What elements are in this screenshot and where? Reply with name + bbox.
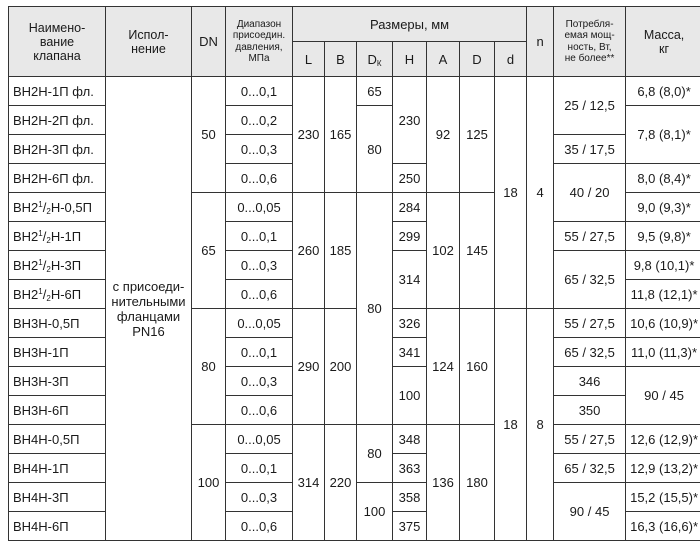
header-A: A xyxy=(427,42,460,77)
header-sizes: Размеры, мм xyxy=(293,7,527,42)
row-name: ВН4Н-1П xyxy=(9,454,106,483)
name-slash: / xyxy=(42,286,47,302)
mass-cell: 12,6 (12,9)* xyxy=(626,425,700,454)
header-name-text: Наимено- вание клапана xyxy=(28,20,86,63)
header-B: B xyxy=(325,42,357,77)
H-cell: 346 xyxy=(554,367,626,396)
H-cell: 358 xyxy=(393,483,427,512)
name-slash: / xyxy=(42,228,47,244)
name-pre: ВН2 xyxy=(13,228,39,244)
header-d: d xyxy=(495,42,527,77)
name-sup: 1 xyxy=(38,257,43,267)
row-name: ВН2Н-1П фл. xyxy=(9,77,106,106)
row-name xyxy=(9,251,106,280)
mass-cell: 16,3 (16,6)* xyxy=(626,512,700,541)
header-mass-text: Масса, кг xyxy=(643,27,685,56)
pressure-cell: 0...0,1 xyxy=(226,454,293,483)
name-slash: / xyxy=(42,199,47,215)
table-body xyxy=(9,77,700,541)
L-cell: 290 xyxy=(293,309,325,425)
D-cell: 180 xyxy=(460,425,495,541)
name-sup: 1 xyxy=(38,286,43,296)
H-cell: 230 xyxy=(393,77,427,164)
power-cell: 55 / 27,5 xyxy=(554,309,626,338)
name-sup: 1 xyxy=(38,199,43,209)
H-cell: 363 xyxy=(393,454,427,483)
header-pressure xyxy=(226,7,293,77)
mass-cell: 6,8 (8,0)* xyxy=(626,77,700,106)
header-power xyxy=(554,7,626,77)
dn-cell: 100 xyxy=(192,425,226,541)
dn-cell: 50 xyxy=(192,77,226,193)
mass-cell: 11,0 (11,3)* xyxy=(626,338,700,367)
name-sub: 2 xyxy=(46,293,51,303)
pressure-cell: 0...0,6 xyxy=(226,512,293,541)
header-D: D xyxy=(460,42,495,77)
pressure-cell: 0...0,05 xyxy=(226,309,293,338)
header-pressure-text: Диапазон присоедин. давления, МПа xyxy=(232,18,286,64)
D-cell: 125 xyxy=(460,77,495,193)
B-cell: 185 xyxy=(325,193,357,309)
L-cell: 314 xyxy=(293,425,325,541)
Dk-cell: 80 xyxy=(357,425,393,483)
B-cell: 200 xyxy=(325,309,357,425)
dn-cell: 65 xyxy=(192,193,226,309)
name-pre: ВН2 xyxy=(13,257,39,273)
mass-cell: 11,8 (12,1)* xyxy=(626,280,700,309)
power-cell: 65 / 32,5 xyxy=(554,251,626,309)
pressure-cell: 0...0,3 xyxy=(226,483,293,512)
pressure-cell: 0...0,6 xyxy=(226,396,293,425)
header-power-text: Потребля- емая мощ- ность, Вт, не более** xyxy=(564,18,615,64)
header-Dk-main: D xyxy=(367,51,377,67)
header-name xyxy=(9,7,106,77)
name-post: Н-1П xyxy=(50,228,82,244)
name-sub: 2 xyxy=(46,206,51,216)
mass-cell: 15,2 (15,5)* xyxy=(626,483,700,512)
power-cell: 65 / 32,5 xyxy=(554,338,626,367)
D-cell: 160 xyxy=(460,309,495,425)
table-row xyxy=(9,77,700,106)
H-cell: 350 xyxy=(554,396,626,425)
valve-spec-table-container xyxy=(8,6,699,541)
A-cell: 102 xyxy=(427,193,460,309)
H-cell: 341 xyxy=(393,338,427,367)
row-name: ВН3Н-1П xyxy=(9,338,106,367)
row-name xyxy=(9,222,106,251)
H-cell: 250 xyxy=(393,164,427,193)
row-name xyxy=(9,193,106,222)
mass-cell: 9,5 (9,8)* xyxy=(626,222,700,251)
mass-cell: 9,0 (9,3)* xyxy=(626,193,700,222)
pressure-cell: 0...0,05 xyxy=(226,193,293,222)
Dk-cell: 80 xyxy=(357,193,393,425)
L-cell: 260 xyxy=(293,193,325,309)
power-cell: 25 / 12,5 xyxy=(554,77,626,135)
row-name: ВН2Н-3П фл. xyxy=(9,135,106,164)
name-sup: 1 xyxy=(38,228,43,238)
B-cell: 165 xyxy=(325,77,357,193)
name-pre: ВН2 xyxy=(13,286,39,302)
pressure-cell: 0...0,2 xyxy=(226,106,293,135)
power-cell: 55 / 27,5 xyxy=(554,425,626,454)
power-cell: 65 / 32,5 xyxy=(554,454,626,483)
pressure-cell: 0...0,05 xyxy=(226,425,293,454)
H-cell: 326 xyxy=(393,309,427,338)
L-cell: 230 xyxy=(293,77,325,193)
row-name: ВН3Н-6П xyxy=(9,396,106,425)
row-name: ВН4Н-0,5П xyxy=(9,425,106,454)
row-name: ВН2Н-6П фл. xyxy=(9,164,106,193)
B-cell: 220 xyxy=(325,425,357,541)
header-H: H xyxy=(393,42,427,77)
mass-cell: 9,8 (10,1)* xyxy=(626,251,700,280)
D-cell: 145 xyxy=(460,193,495,309)
n-cell: 4 xyxy=(527,77,554,309)
row-name: ВН2Н-2П фл. xyxy=(9,106,106,135)
H-cell: 314 xyxy=(393,251,427,309)
mass-cell: 7,8 (8,1)* xyxy=(626,106,700,164)
power-cell: 90 / 45 xyxy=(554,483,626,541)
Dk-cell: 80 xyxy=(357,106,393,193)
H-cell: 299 xyxy=(393,222,427,251)
header-execution xyxy=(106,7,192,77)
execution-cell xyxy=(106,77,192,541)
row-name: ВН3Н-0,5П xyxy=(9,309,106,338)
header-n: n xyxy=(527,7,554,77)
Dk-cell: 65 xyxy=(357,77,393,106)
power-cell: 90 / 45 xyxy=(626,367,700,425)
pressure-cell: 0...0,1 xyxy=(226,338,293,367)
pressure-cell: 0...0,3 xyxy=(226,251,293,280)
pressure-cell: 0...0,3 xyxy=(226,135,293,164)
dn-cell: 80 xyxy=(192,309,226,425)
A-cell: 136 xyxy=(427,425,460,541)
row-name xyxy=(9,280,106,309)
pressure-cell: 0...0,1 xyxy=(226,222,293,251)
row-name: ВН4Н-6П xyxy=(9,512,106,541)
d-cell: 18 xyxy=(495,77,527,309)
header-Dk-sub: К xyxy=(376,58,382,68)
pressure-cell: 0...0,6 xyxy=(226,280,293,309)
Dk-cell: 100 xyxy=(393,367,427,425)
row-name: ВН3Н-3П xyxy=(9,367,106,396)
name-slash: / xyxy=(42,257,47,273)
execution-text: с присоеди- нительными фланцами PN16 xyxy=(111,278,186,339)
name-post: Н-0,5П xyxy=(50,199,92,215)
row-name: ВН4Н-3П xyxy=(9,483,106,512)
header-execution-text: Испол- нение xyxy=(128,27,169,56)
power-cell: 55 / 27,5 xyxy=(554,222,626,251)
header-mass xyxy=(626,7,700,77)
name-sub: 2 xyxy=(46,235,51,245)
pressure-cell: 0...0,6 xyxy=(226,164,293,193)
header-dn: DN xyxy=(192,7,226,77)
pressure-cell: 0...0,3 xyxy=(226,367,293,396)
power-cell: 35 / 17,5 xyxy=(554,135,626,164)
valve-spec-table xyxy=(8,6,700,541)
name-pre: ВН2 xyxy=(13,199,39,215)
name-post: Н-3П xyxy=(50,257,82,273)
d-cell: 18 xyxy=(495,309,527,541)
name-sub: 2 xyxy=(46,264,51,274)
n-cell: 8 xyxy=(527,309,554,541)
A-cell: 92 xyxy=(427,77,460,193)
mass-cell: 10,6 (10,9)* xyxy=(626,309,700,338)
header-Dk xyxy=(357,42,393,77)
A-cell: 124 xyxy=(427,309,460,425)
pressure-cell: 0...0,1 xyxy=(226,77,293,106)
H-cell: 348 xyxy=(393,425,427,454)
header-L: L xyxy=(293,42,325,77)
Dk-cell: 100 xyxy=(357,483,393,541)
name-post: Н-6П xyxy=(50,286,82,302)
power-cell: 40 / 20 xyxy=(554,164,626,222)
H-cell: 284 xyxy=(393,193,427,222)
mass-cell: 8,0 (8,4)* xyxy=(626,164,700,193)
H-cell: 375 xyxy=(393,512,427,541)
table-header xyxy=(9,7,700,77)
mass-cell: 12,9 (13,2)* xyxy=(626,454,700,483)
